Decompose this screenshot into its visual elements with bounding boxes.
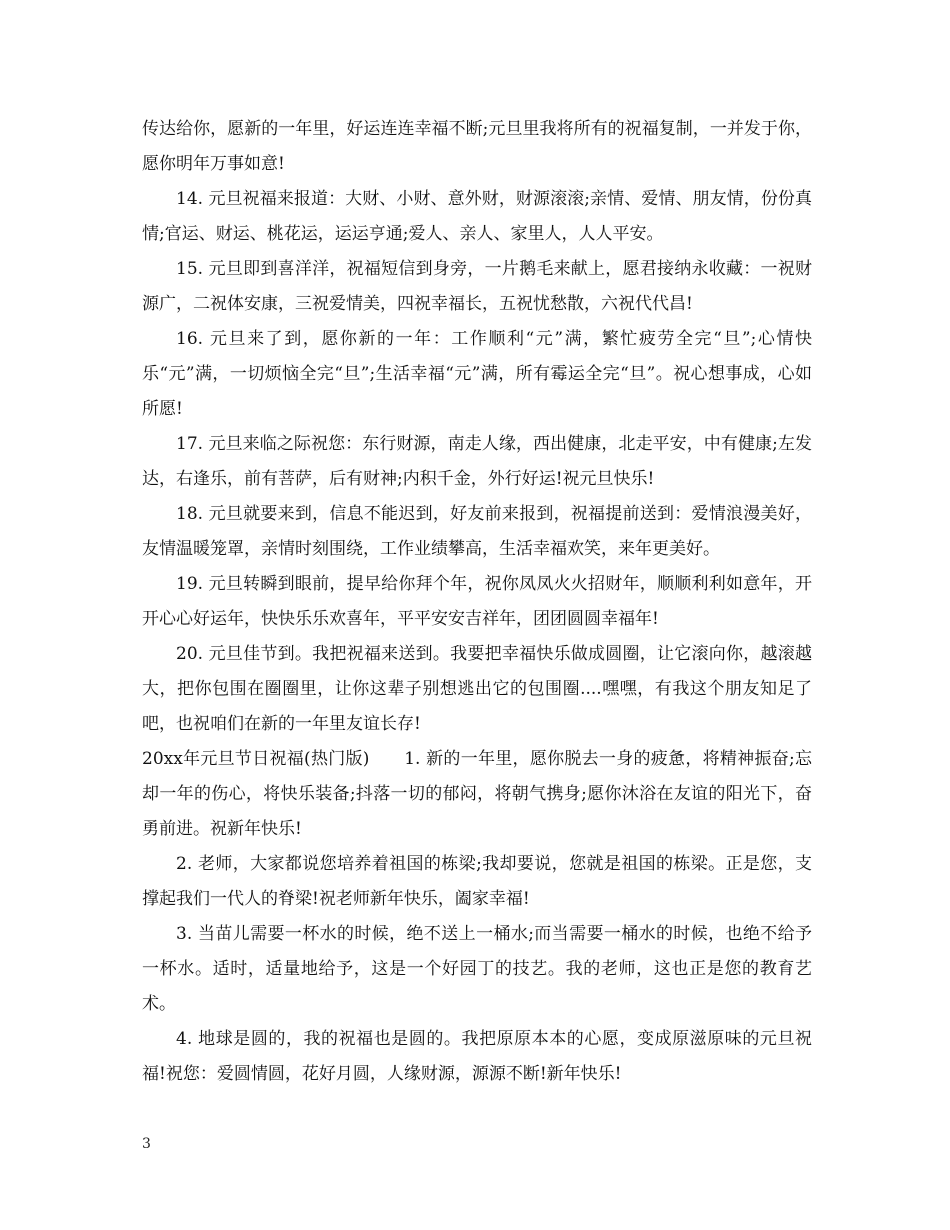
paragraph-item-17: 17. 元旦来临之际祝您：东行财源，南走人缘，西出健康，北走平安，中有健康;左发达，右逢乐，前有菩萨，后有财神;内积千金，外行好运!祝元旦快乐! — [142, 434, 812, 489]
paragraph-item-19: 19. 元旦转瞬到眼前，提早给你拜个年，祝你凤凤火火招财年，顺顺利利如意年，开开心心好运年，快快乐乐欢喜年，平平安安吉祥年，团团圆圆幸福年! — [142, 574, 812, 629]
document-body — [142, 112, 812, 1092]
paragraph-continuation: 传达给你，愿新的一年里，好运连连幸福不断;元旦里我将所有的祝福复制，一并发于你，愿你明年万事如意! — [142, 119, 812, 174]
paragraph-item-20: 20. 元旦佳节到。我把祝福来送到。我要把幸福快乐做成圆圈，让它滚向你，越滚越大，把你包围在圈圈里，让你这辈子别想逃出它的包围圈....嘿嘿，有我这个朋友知足了吧，也祝咱们在新的一年里友谊长存! — [142, 644, 812, 734]
paragraph-item-18: 18. 元旦就要来到，信息不能迟到，好友前来报到，祝福提前送到：爱情浪漫美好，友情温暖笼罩，亲情时刻围绕，工作业绩攀高，生活幸福欢笑，来年更美好。 — [142, 504, 812, 559]
paragraph-item-3: 3. 当苗儿需要一杯水的时候，绝不送上一桶水;而当需要一桶水的时候，也绝不给予一杯水。适时，适量地给予，这是一个好园丁的技艺。我的老师，这也正是您的教育艺术。 — [142, 924, 812, 1014]
paragraph-item-15: 15. 元旦即到喜洋洋，祝福短信到身旁，一片鹅毛来献上，愿君接纳永收藏：一祝财源广，二祝体安康，三祝爱情美，四祝幸福长，五祝忧愁散，六祝代代昌! — [142, 259, 812, 314]
section-heading-paragraph: 20xx年元旦节日祝福(热门版) 1. 新的一年里，愿你脱去一身的疲惫，将精神振奋;忘却一年的伤心，将快乐装备;抖落一切的郁闷，将朝气携身;愿你沐浴在友谊的阳光下，奋勇前进。祝新年快乐! — [142, 749, 812, 839]
page-number: 3 — [142, 1136, 151, 1152]
paragraph-item-2: 2. 老师，大家都说您培养着祖国的栋梁;我却要说，您就是祖国的栋梁。正是您，支撑起我们一代人的脊梁!祝老师新年快乐，阖家幸福! — [142, 854, 812, 909]
paragraph-item-14: 14. 元旦祝福来报道：大财、小财、意外财，财源滚滚;亲情、爱情、朋友情，份份真情;官运、财运、桃花运，运运亨通;爱人、亲人、家里人，人人平安。 — [142, 189, 812, 244]
paragraph-item-16: 16. 元旦来了到，愿你新的一年：工作顺利“元”满，繁忙疲劳全完“旦”;心情快乐“元”满，一切烦恼全完“旦”;生活幸福“元”满，所有霉运全完“旦”。祝心想事成，心如所愿! — [142, 329, 812, 419]
paragraph-item-4: 4. 地球是圆的，我的祝福也是圆的。我把原原本本的心愿，变成原滋原味的元旦祝福!祝您：爱圆情圆，花好月圆，人缘财源，源源不断!新年快乐! — [142, 1029, 812, 1084]
